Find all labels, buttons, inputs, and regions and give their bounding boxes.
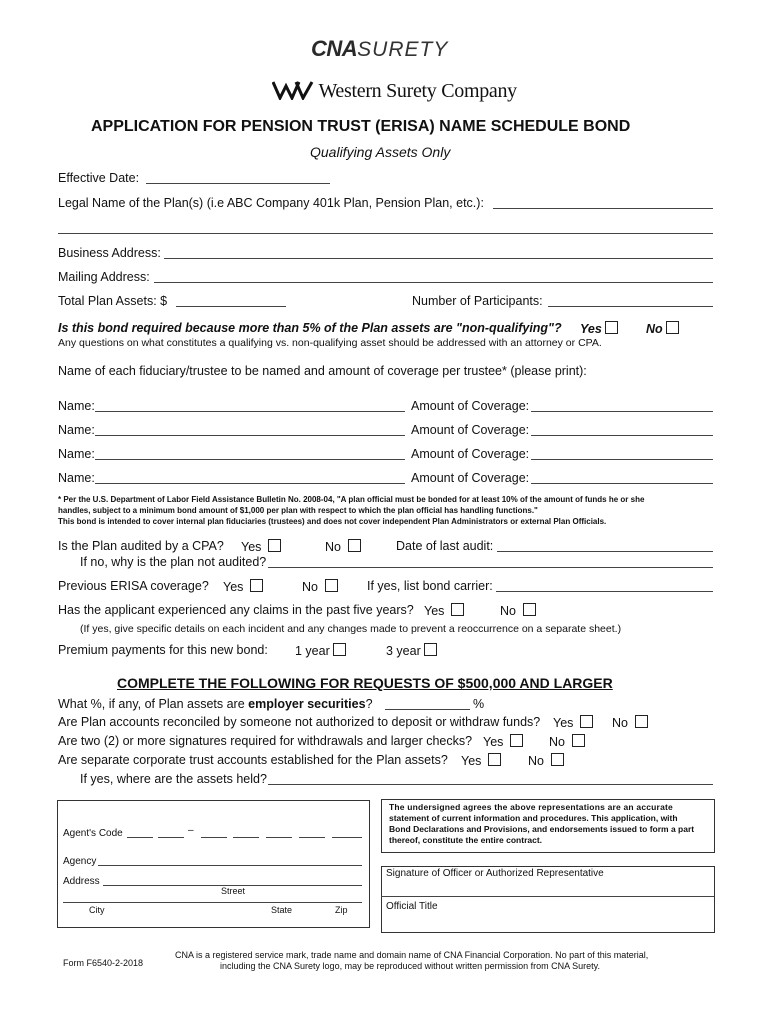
premium-3-year-checkbox[interactable] (424, 643, 437, 656)
claims-yes[interactable] (424, 603, 464, 618)
mailing-address-label: Mailing Address: (58, 270, 150, 284)
copyright-notice-2: including the CNA Surety logo, may be reproduced without written permission from CNA Surety. (220, 961, 601, 971)
agent-code-label: Agent's Code (63, 828, 123, 839)
fiduciary-amount-field-4[interactable] (531, 483, 713, 484)
nonqualifying-no[interactable] (646, 321, 679, 336)
claims-question: Has the applicant experienced any claims in the past five years? (58, 603, 414, 617)
claims-yes-label: Yes (424, 604, 445, 618)
effective-date-label: Effective Date: (58, 171, 140, 185)
reconciled-no[interactable] (612, 715, 648, 730)
legal-name-field-2[interactable] (58, 233, 713, 234)
mailing-address-field[interactable] (154, 282, 713, 283)
nonqualifying-question: Is this bond required because more than 5% of the Plan assets are "non-qualifying"? (58, 321, 562, 335)
attest-line-1: The undersigned agrees the above representations are an accurate (389, 802, 673, 812)
trust-accounts-no-label: No (528, 754, 544, 768)
city-label: City (89, 905, 105, 915)
fiduciary-amount-label-1: Amount of Coverage: (411, 399, 530, 413)
participants-label: Number of Participants: (412, 294, 543, 308)
audit-no-checkbox[interactable] (348, 539, 361, 552)
fiduciary-name-field-1[interactable] (95, 411, 405, 412)
erisa-question: Previous ERISA coverage? (58, 579, 209, 593)
agency-field[interactable] (98, 865, 362, 866)
nonqualifying-no-checkbox[interactable] (666, 321, 679, 334)
audit-date-label: Date of last audit: (396, 539, 494, 553)
two-signatures-yes[interactable] (483, 734, 523, 749)
premium-3-year-label: 3 year (386, 644, 421, 658)
reconciled-no-label: No (612, 716, 628, 730)
attest-line-4: thereof, constitute the entire contract. (389, 835, 543, 845)
fiduciary-name-label-1: Name: (58, 399, 95, 413)
claims-no[interactable] (500, 603, 536, 618)
nonqualifying-yes-checkbox[interactable] (605, 321, 618, 334)
trust-accounts-question: Are separate corporate trust accounts established for the Plan assets? (58, 753, 448, 767)
two-signatures-no[interactable] (549, 734, 585, 749)
attest-line-2: statement of current information and procedures. This application, with (389, 813, 678, 823)
reconciled-no-checkbox[interactable] (635, 715, 648, 728)
two-signatures-yes-label: Yes (483, 735, 504, 749)
audit-question: Is the Plan audited by a CPA? (58, 539, 224, 553)
fiduciary-footnote-2: handles, subject to a minimum bond amount of $1,000 per plan with respect to which the plan official has handling functions." (58, 506, 538, 515)
premium-1-year-label: 1 year (295, 644, 330, 658)
fiduciary-name-label-3: Name: (58, 447, 95, 461)
nonqualifying-yes-label: Yes (580, 322, 602, 336)
agency-label: Agency (63, 856, 97, 867)
fiduciary-amount-label-4: Amount of Coverage: (411, 471, 530, 485)
premium-1-year[interactable] (295, 643, 346, 658)
two-signatures-no-checkbox[interactable] (572, 734, 585, 747)
erisa-yes[interactable] (223, 579, 263, 594)
fiduciary-name-field-4[interactable] (95, 483, 405, 484)
erisa-yes-checkbox[interactable] (250, 579, 263, 592)
premium-1-year-checkbox[interactable] (333, 643, 346, 656)
two-signatures-yes-checkbox[interactable] (510, 734, 523, 747)
reconciled-yes[interactable] (553, 715, 593, 730)
fiduciary-name-field-3[interactable] (95, 459, 405, 460)
trust-accounts-no-checkbox[interactable] (551, 753, 564, 766)
fiduciary-amount-field-2[interactable] (531, 435, 713, 436)
fiduciary-amount-label-2: Amount of Coverage: (411, 423, 530, 437)
fiduciary-footnote-3: This bond is intended to cover internal plan fiduciaries (trustees) and does not cover independent Plan Administrators or external Plan Officials. (58, 517, 607, 526)
reconciled-question: Are Plan accounts reconciled by someone not authorized to deposit or withdraw funds? (58, 715, 541, 729)
business-address-field[interactable] (164, 258, 713, 259)
official-title-label: Official Title (386, 901, 438, 912)
large-requests-heading: COMPLETE THE FOLLOWING FOR REQUESTS OF $500,000 AND LARGER (117, 675, 613, 691)
attest-line-3: Bond Declarations and Provisions, and endorsements issued to form a part (389, 824, 695, 834)
address-label: Address (63, 876, 100, 887)
audit-yes-label: Yes (241, 540, 262, 554)
erisa-no-checkbox[interactable] (325, 579, 338, 592)
fiduciary-amount-field-3[interactable] (531, 459, 713, 460)
trust-accounts-yes[interactable] (461, 753, 501, 768)
agent-code-field-1[interactable] (127, 837, 153, 838)
trust-accounts-no[interactable] (528, 753, 564, 768)
total-plan-assets-field[interactable] (176, 306, 286, 307)
agent-code-field-2[interactable] (158, 837, 184, 838)
zip-label: Zip (335, 905, 348, 915)
fiduciary-name-label-2: Name: (58, 423, 95, 437)
trust-accounts-yes-label: Yes (461, 754, 482, 768)
street-label: Street (221, 886, 246, 896)
copyright-notice-1: CNA is a registered service mark, trade name and domain name of CNA Financial Corporation. No part of this material, (175, 950, 649, 960)
business-address-label: Business Address: (58, 246, 161, 260)
western-surety-mark-icon (272, 80, 314, 100)
fiduciary-name-label-4: Name: (58, 471, 95, 485)
fiduciary-amount-label-3: Amount of Coverage: (411, 447, 530, 461)
erisa-carrier-field[interactable] (496, 591, 713, 592)
agent-code-field-3[interactable] (201, 837, 227, 838)
reconciled-yes-label: Yes (553, 716, 574, 730)
fiduciary-footnote-1: * Per the U.S. Department of Labor Field Assistance Bulletin No. 2008-04, "A plan official must be bonded for at least 10% of the amount of funds he or she (58, 495, 645, 504)
page-subtitle: Qualifying Assets Only (310, 144, 451, 160)
employer-securities-percent: % (473, 697, 485, 711)
erisa-yes-label: Yes (223, 580, 244, 594)
signature-label: Signature of Officer or Authorized Representative (386, 868, 604, 879)
claims-no-checkbox[interactable] (523, 603, 536, 616)
assets-held-field[interactable] (268, 784, 713, 785)
state-label: State (271, 905, 293, 915)
fiduciary-amount-field-1[interactable] (531, 411, 713, 412)
cna-surety-logo: CNASURETY (311, 36, 449, 61)
claims-yes-checkbox[interactable] (451, 603, 464, 616)
employer-securities-bold: employer securities (248, 697, 366, 711)
western-surety-logo: Western Surety Company (272, 80, 517, 103)
audit-date-field[interactable] (497, 551, 713, 552)
erisa-no[interactable] (302, 579, 338, 594)
agent-code-dash: – (188, 825, 194, 836)
employer-securities-pre: What %, if any, of Plan assets are (58, 697, 249, 711)
assets-held-label: If yes, where are the assets held? (80, 772, 267, 786)
audit-no-label: No (325, 540, 341, 554)
fiduciary-intro: Name of each fiduciary/trustee to be named and amount of coverage per trustee* (please print): (58, 364, 587, 378)
audit-yes[interactable] (241, 539, 281, 554)
signature-divider (381, 896, 714, 897)
agent-code-field-6[interactable] (299, 837, 325, 838)
claims-no-label: No (500, 604, 516, 618)
two-signatures-no-label: No (549, 735, 565, 749)
audit-no[interactable] (325, 539, 361, 554)
agent-code-field-5[interactable] (266, 837, 292, 838)
trust-accounts-yes-checkbox[interactable] (488, 753, 501, 766)
employer-securities-field[interactable] (385, 709, 470, 710)
nonqualifying-yes[interactable] (580, 321, 618, 336)
participants-field[interactable] (548, 306, 713, 307)
premium-3-year[interactable] (386, 643, 437, 658)
form-number: Form F6540-2-2018 (63, 958, 144, 968)
employer-securities-question (58, 697, 373, 711)
page-title: APPLICATION FOR PENSION TRUST (ERISA) NAME SCHEDULE BOND (91, 118, 631, 135)
audit-yes-checkbox[interactable] (268, 539, 281, 552)
agent-code-field-7[interactable] (332, 837, 362, 838)
legal-name-label: Legal Name of the Plan(s) (i.e ABC Company 401k Plan, Pension Plan, etc.): (58, 196, 484, 210)
legal-name-field[interactable] (493, 208, 713, 209)
agent-code-field-4[interactable] (233, 837, 259, 838)
audit-why-not-label: If no, why is the plan not audited? (80, 555, 267, 569)
reconciled-yes-checkbox[interactable] (580, 715, 593, 728)
premium-label: Premium payments for this new bond: (58, 643, 268, 657)
fiduciary-name-field-2[interactable] (95, 435, 405, 436)
claims-note: (If yes, give specific details on each incident and any changes made to prevent a reoccurrence on a separate sheet.) (80, 623, 622, 635)
nonqualifying-no-label: No (646, 322, 663, 336)
erisa-carrier-label: If yes, list bond carrier: (367, 579, 493, 593)
employer-securities-post: ? (365, 697, 373, 711)
two-signatures-question: Are two (2) or more signatures required for withdrawals and larger checks? (58, 734, 473, 748)
erisa-no-label: No (302, 580, 318, 594)
nonqualifying-note: Any questions on what constitutes a qualifying vs. non-qualifying asset should be addressed with an attorney or CPA. (58, 337, 602, 349)
city-state-zip-field[interactable] (63, 902, 362, 903)
total-plan-assets-label: Total Plan Assets: $ (58, 294, 168, 308)
effective-date-field[interactable] (146, 183, 330, 184)
audit-why-not-field[interactable] (268, 567, 713, 568)
